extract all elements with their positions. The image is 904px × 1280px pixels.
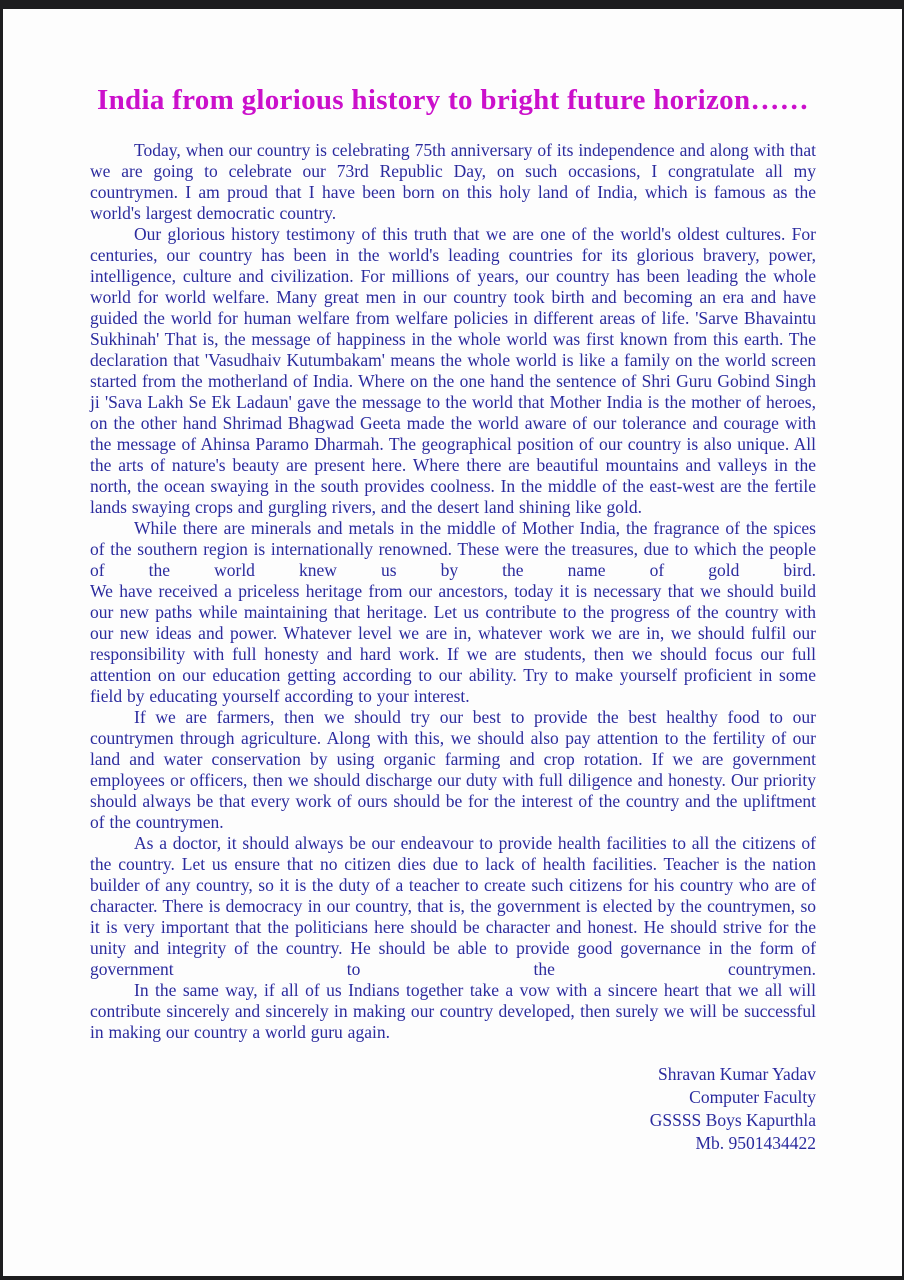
essay-paragraph-farmers: If we are farmers, then we should try our best to provide the best healthy food to our countrymen through agriculture. Along with this, we should also pay attention to the fertility of our land and water conservation by using organic farming and crop rotation. If we are government employees or officers, then we should discharge our duty with full diligence and honesty. Our priority should always be that every work of ours should be for the interest of the country and the upliftment of the countrymen. [90, 707, 816, 832]
signature-block [90, 1063, 816, 1155]
essay-paragraph-glorious-history: Our glorious history testimony of this truth that we are one of the world's oldest cultures. For centuries, our country has been in the world's leading countries for its glorious bravery, power, intelligence, culture and civilization. For millions of years, our country has been leading the whole world for world welfare. Many great men in our country took birth and becoming an era and have guided the world for human welfare from welfare policies in different areas of life. 'Sarve Bhavaintu Sukhinah' That is, the message of happiness in the whole world was first known from this earth. The declaration that 'Vasudhaiv Kutumbakam' means the whole world is like a family on the world screen started from the motherland of India. Where on the one hand the sentence of Shri Guru Gobind Singh ji 'Sava Lakh Se Ek Ladaun' gave the message to the world that Mother India is the mother of heroes, on the other hand Shrimad Bhagwad Geeta made the world aware of our tolerance and courage with the message of Ahinsa Paramo Dharmah. The geographical position of our country is also unique. All the arts of nature's beauty are present here. Where there are beautiful mountains and valleys in the north, the ocean swaying in the south provides coolness. In the middle of the east-west are the fertile lands swaying crops and gurgling rivers, and the desert land shining like gold. [90, 224, 816, 517]
signature-mobile: Mb. 9501434422 [695, 1133, 816, 1153]
document-content [90, 9, 816, 1155]
essay-paragraph-heritage: We have received a priceless heritage from our ancestors, today it is necessary that we should build our new paths while maintaining that heritage. Let us contribute to the progress of the country with our new ideas and power. Whatever level we are in, whatever work we are in, we should fulfil our responsibility with full honesty and hard work. If we are students, then we should focus our full attention on our education getting according to our ability. Try to make yourself proficient in some field by educating yourself according to your interest. [90, 581, 816, 706]
essay-paragraph-conclusion: In the same way, if all of us Indians together take a vow with a sincere heart that we all will contribute sincerely and sincerely in making our country developed, then surely we will be successful in making our country a world guru again. [90, 980, 816, 1042]
signature-name: Shravan Kumar Yadav [658, 1064, 816, 1084]
signature-school: GSSSS Boys Kapurthla [649, 1110, 816, 1130]
document-title: India from glorious history to bright future horizon…… [97, 84, 809, 116]
signature-role: Computer Faculty [689, 1087, 816, 1107]
essay-paragraph-intro: Today, when our country is celebrating 75th anniversary of its independence and along with that we are going to celebrate our 73rd Republic Day, on such occasions, I congratulate all my countrymen. I am proud that I have been born on this holy land of India, which is famous as the world's largest democratic country. [90, 140, 816, 223]
essay-paragraph-doctor: As a doctor, it should always be our endeavour to provide health facilities to all the citizens of the country. Let us ensure that no citizen dies due to lack of health facilities. Teacher is the nation builder of any country, so it is the duty of a teacher to create such citizens for his country who are of character. There is democracy in our country, that is, the government is elected by the countrymen, so it is very important that the politicians here should be character and honest. He should strive for the unity and integrity of the country. He should be able to provide good governance in the form of government to the countrymen. [90, 833, 816, 979]
essay-paragraph-minerals: While there are minerals and metals in the middle of Mother India, the fragrance of the spices of the southern region is internationally renowned. These were the treasures, due to which the people of the world knew us by the name of gold bird. [90, 518, 816, 580]
